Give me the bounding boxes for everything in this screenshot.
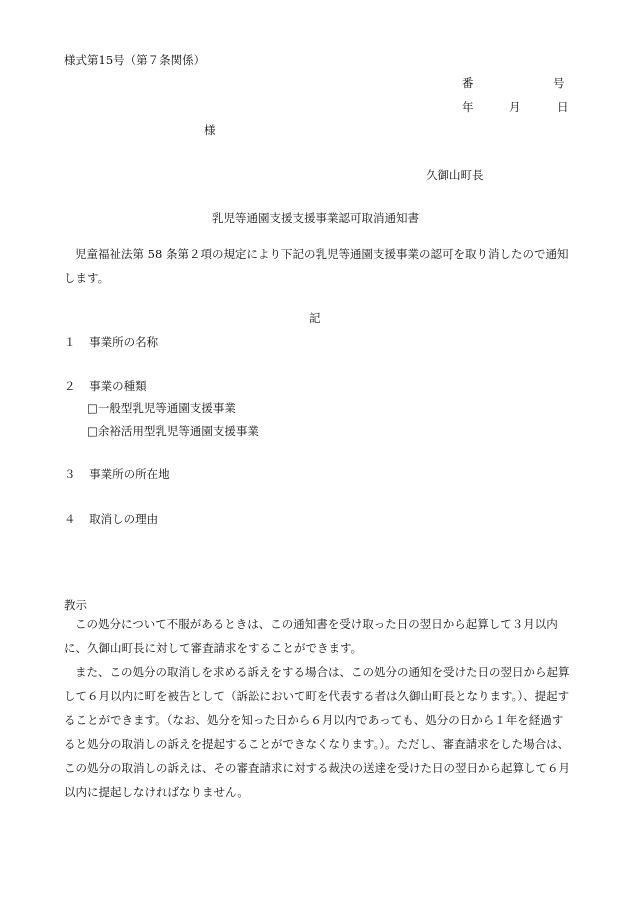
item-4-label: 取消しの理由: [89, 512, 159, 526]
number-label-ban: 番: [462, 76, 474, 90]
item-1-label: 事業所の名称: [89, 335, 159, 349]
item-2-number: ２: [64, 379, 76, 393]
date-label-day: 日: [557, 100, 569, 114]
item-3: [64, 466, 170, 482]
intro-paragraph: 児童福祉法第 58 条第２項の規定により下記の乳児等通園支援事業の認可を取り消したので通知します。: [64, 247, 569, 285]
number-label-go: 号: [553, 76, 565, 90]
item-4-number: ４: [64, 512, 76, 526]
item-3-number: ３: [64, 467, 76, 481]
form-number: 様式第15号（第７条関係）: [64, 53, 206, 67]
ki-heading: 記: [309, 311, 321, 325]
kyouji-paragraph-2: また、この処分の取消しを求める訴えをする場合は、この処分の通知を受けた日の翌日から起算して６月以内に町を被告として（訴訟において町を代表する者は久御山町長となります。）、提起することができます。（なお、処分を知った日から６月以内であっても、処分の日から１年を経過すると処分の取消しの訴えを提起することができなくなります。）。ただし、審査請求をした場合は、この処分の取消しの訴えは、その審査請求に対する裁決の送達を受けた日の翌日から起算して６月以内に提起しなければなりません。: [64, 665, 570, 799]
item-1-number: １: [64, 335, 76, 349]
item-2-label: 事業の種類: [89, 379, 147, 393]
item-4: [64, 511, 158, 527]
option-general-type: □一般型乳児等通園支援事業: [87, 401, 236, 415]
item-1: [64, 334, 158, 350]
kyouji-paragraph-1: この処分について不服があるときは、この通知書を受け取った日の翌日から起算して３月以内に、久御山町長に対して審査請求をすることができます。: [64, 617, 558, 655]
date-label-month: 月: [509, 100, 521, 114]
date-label-year: 年: [462, 100, 474, 114]
item-3-label: 事業所の所在地: [89, 467, 170, 481]
document-title: 乳児等通園支援支援事業認可取消通知書: [212, 211, 419, 225]
option-surplus-type: □余裕活用型乳児等通園支援事業: [87, 424, 259, 438]
addressee-sama: 様: [204, 123, 216, 137]
kyouji-heading: 教示: [64, 598, 87, 612]
item-2: [64, 378, 147, 394]
issuer: 久御山町長: [426, 168, 484, 182]
